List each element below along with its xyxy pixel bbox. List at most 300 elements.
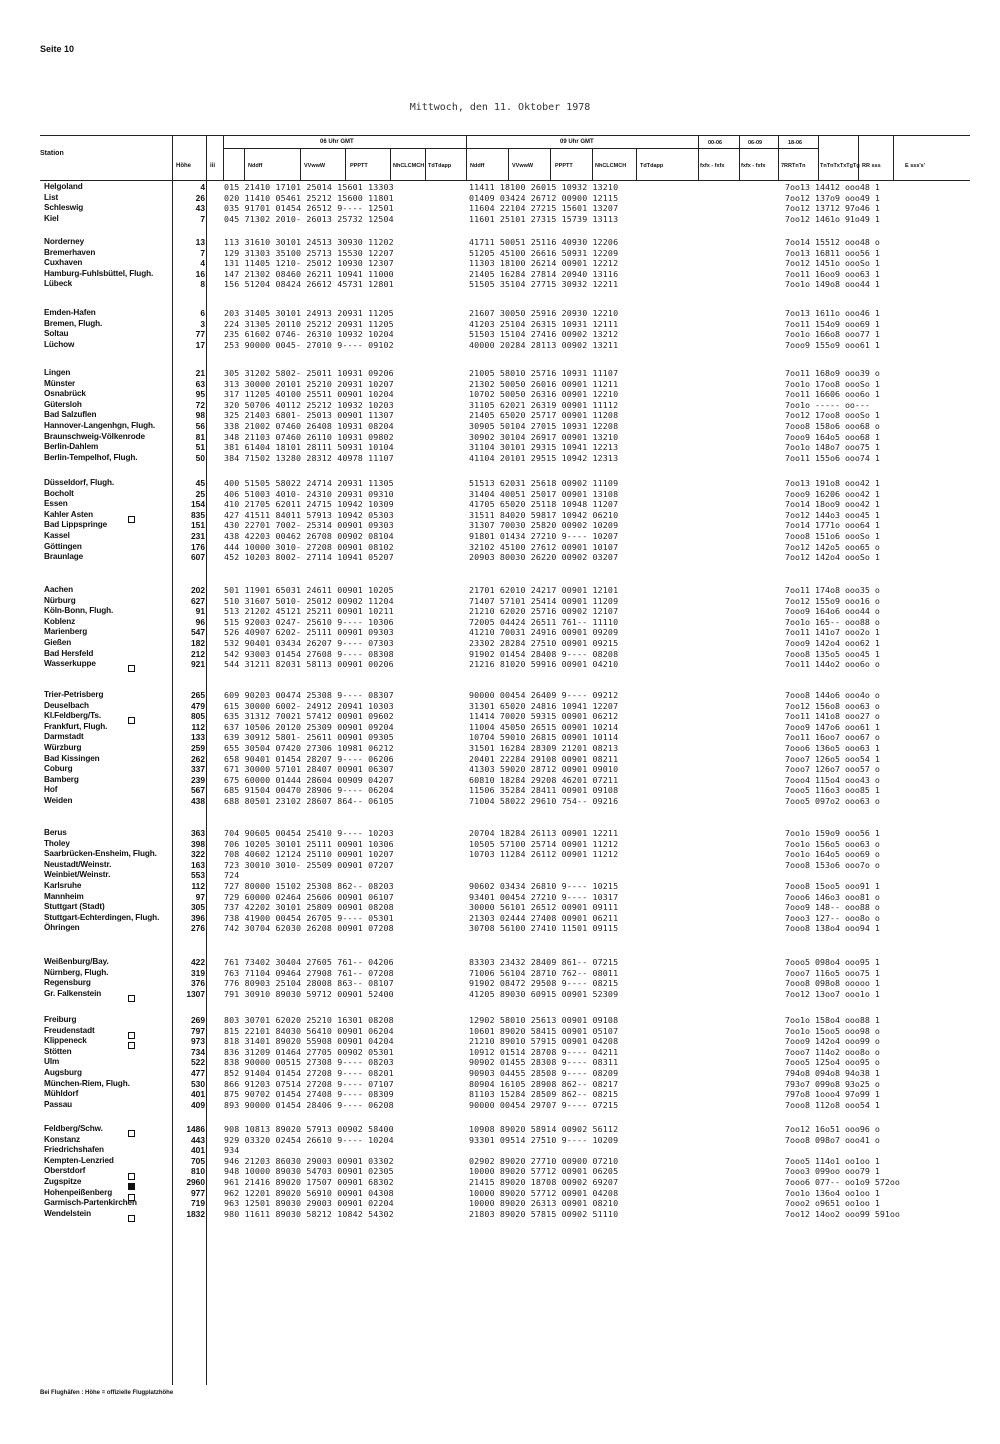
station-height: 13 [195,237,205,247]
obs-06-values: 305 31202 5802- 25011 10931 09206 [224,368,394,378]
station-height: 4 [200,258,205,269]
obs-09-values: 32102 45100 27612 00901 10107 [469,541,619,552]
station-name: Konstanz [44,1134,81,1144]
obs-09-values: 21803 89020 57815 00902 51110 [469,1208,619,1219]
obs-09-values: 31307 70030 25820 00902 10209 [469,520,619,531]
extremes-values: 7oo1o 156o5 ooo63 o [785,838,880,849]
extremes-values: 7oo1o 149o8 ooo44 1 [785,279,880,290]
station-name: Münster [44,378,76,388]
obs-09-values: 30902 30104 26917 00901 13210 [469,431,619,442]
obs-06-values: 532 90401 03434 26207 9---- 07303 [224,638,394,648]
station-name: Bad Kissingen [44,753,100,763]
header-gust-2: fxfx - fxfx [741,163,766,169]
station-height: 719 [191,1198,205,1209]
obs-06-values: 410 21705 62011 24715 10942 10309 [224,499,394,510]
station-name: Aachen [44,585,73,594]
obs-09-values: 21216 81020 59916 00901 04210 [469,659,619,670]
obs-06-values: 156 51204 08424 26612 45731 12801 [224,279,394,290]
obs-06-values: 444 10000 3010- 27208 00901 08102 [224,541,394,552]
obs-09-values: 31301 65020 24816 10941 12207 [469,700,619,711]
extremes-values: 7ooo5 097o2 ooo63 o [785,796,880,806]
obs-06-values: 427 41511 84011 57913 10942 05303 [224,509,394,520]
station-name: Friedrichshafen [44,1145,104,1155]
obs-06-values: 020 11410 05461 25212 15600 11801 [224,192,394,203]
station-name: Emden-Hafen [44,308,96,317]
station-name: Frankfurt, Flugh. [44,721,108,731]
station-name: Helgoland [44,182,83,191]
station-name: Soltau [44,329,69,339]
station-height: 8 [200,279,205,290]
station-height: 176 [191,541,205,552]
obs-09-values: 41303 59020 28712 00901 09010 [469,764,619,775]
station-height: 96 [195,616,205,627]
extremes-values: 7oo1o 15oo5 ooo98 o [785,1025,880,1036]
station-name: Bremerhaven [44,247,96,257]
obs-09-values: 21405 16284 27814 20940 13116 [469,268,619,279]
obs-09-values: 40000 20284 28113 00902 13211 [469,339,619,350]
obs-09-values: 10703 11284 26112 00901 11212 [469,849,619,860]
header-09-clouds: NhCLCMCH [595,163,627,169]
obs-09-values: 93401 00454 27210 9---- 10317 [469,891,619,902]
station-name: Weißenburg/Bay. [44,957,109,966]
obs-09-values: 30905 50104 27015 10931 12208 [469,421,619,431]
extremes-values: 7oo12 142o4 oooSo 1 [785,552,880,563]
extremes-values: 7ooo3 099oo ooo79 1 [785,1166,880,1177]
station-name: Lingen [44,368,71,377]
obs-09-values: 11411 18100 26015 10932 13210 [469,182,619,192]
station-height: 734 [191,1046,205,1057]
obs-09-values: 11414 70020 59315 00901 06212 [469,711,619,722]
extremes-values: 7ooo8 144o6 ooo4o o [785,690,880,700]
station-height: 16 [195,268,205,279]
obs-06-values: 526 40907 6202- 25111 00901 09303 [224,627,394,638]
date-title: Mittwoch, den 11. Oktober 1978 [409,102,591,113]
col-divider [244,148,245,180]
obs-09-values: 23302 28284 27510 00901 09215 [469,638,619,648]
station-name: Marienberg [44,627,88,637]
extremes-values: 7oo1o 148o7 ooo75 1 [785,442,880,453]
obs-06-values: 875 90702 01454 27408 9---- 08309 [224,1089,394,1100]
extremes-values: 7oo11 154o9 ooo69 1 [785,318,880,329]
obs-06-values: 045 71302 2010- 26013 25732 12504 [224,213,394,224]
extremes-values: 7ooo9 142o4 ooo62 1 [785,638,880,648]
obs-09-values: 10702 50050 26316 00901 12210 [469,389,619,400]
station-height: 112 [191,721,205,732]
obs-09-values: 91801 01434 27210 9---- 10207 [469,531,619,541]
station-name: Mannheim [44,891,84,901]
obs-06-values: 515 92003 0247- 25610 9---- 10306 [224,616,394,627]
station-height: 396 [191,912,205,923]
mountain-station-marker [128,990,135,1008]
station-height: 705 [191,1155,205,1166]
extremes-values: 7oo12 1461o 91o49 1 [785,213,880,224]
square-marker-icon [128,995,135,1002]
obs-06-values: 727 80000 15102 25308 862-- 08203 [224,881,394,891]
station-height: 98 [195,410,205,421]
obs-06-values: 609 90203 00474 25308 9---- 08307 [224,690,394,700]
header-hoehe: Höhe [176,163,191,169]
extremes-values: 7oo11 141o8 ooo27 o [785,711,880,722]
station-name: Bad Salzuflen [44,410,97,420]
station-name: Gießen [44,638,72,647]
obs-06-values: 513 21202 45121 25211 00901 10211 [224,606,394,617]
extremes-values: 7oo13 16811 ooo56 1 [785,247,880,258]
station-height: 921 [191,659,205,670]
station-height: 337 [191,764,205,775]
station-height: 1486 [186,1124,205,1134]
extremes-values: 7ooo5 098o4 ooo95 1 [785,957,880,967]
obs-09-values: 41104 20101 29515 10942 12313 [469,452,619,463]
station-height: 43 [195,203,205,214]
obs-06-values: 384 71502 13280 28312 40978 11107 [224,452,394,463]
header-06-vvwww: VVwwW [304,163,326,169]
station-name: Köln-Bonn, Flugh. [44,606,114,616]
station-name: Freudenstadt [44,1025,95,1035]
obs-06-values: 761 73402 30404 27605 761-- 04206 [224,957,394,967]
obs-06-values: 655 30504 07420 27306 10981 06212 [224,743,394,753]
station-name: Bad Hersfeld [44,648,94,658]
station-name: Passau [44,1099,73,1109]
extremes-values: 7ooo8 158o6 ooo68 o [785,421,880,431]
extremes-values: 7ooo6 077-- oo1o9 572oo [785,1177,900,1187]
station-name: Berus [44,828,67,837]
station-height: 276 [191,923,205,934]
obs-09-values: 80904 16105 28908 862-- 08217 [469,1078,619,1089]
extremes-values: 7ooo2 o9651 oo1oo 1 [785,1198,880,1209]
obs-06-values: 763 71104 09464 27908 761-- 07208 [224,967,394,978]
station-name: Nürburg [44,595,76,605]
header-06-dewpoint: TdTdapp [428,163,452,169]
header-top-rule [40,135,970,136]
obs-06-values: 129 31303 35100 25713 15530 12207 [224,247,394,258]
col-divider [466,135,467,180]
extremes-values: 7oo1o 159o9 ooo56 1 [785,828,880,838]
square-marker-icon [128,1215,135,1222]
station-height: 607 [191,552,205,563]
obs-09-values: 90000 00454 26409 9---- 09212 [469,690,619,700]
obs-06-values: 776 80903 25104 28008 863-- 08107 [224,978,394,989]
obs-09-values: 10505 57100 25714 00901 11212 [469,838,619,849]
header-09-dewpoint: TdTdapp [640,163,664,169]
obs-06-values: 320 50706 40112 25212 10932 10203 [224,399,394,410]
obs-06-values: 742 30704 62030 26208 00901 07208 [224,923,394,934]
extremes-values: 7ooo6 146o3 ooo81 o [785,891,880,902]
obs-09-values: 31511 84020 59817 10942 06210 [469,509,619,520]
station-name: Weinbiet/Weinstr. [44,870,111,880]
station-name: Mühldorf [44,1089,79,1099]
station-height: 409 [191,1099,205,1110]
station-name: Würzburg [44,743,82,752]
station-height: 835 [191,509,205,520]
station-name: München-Riem, Flugh. [44,1078,130,1088]
station-height: 51 [195,442,205,453]
extremes-values: 7ooo9 148-- ooo88 o [785,902,880,913]
obs-09-values: 71407 57101 25414 00901 11209 [469,595,619,606]
extremes-values: 7oo11 174o8 ooo35 o [785,585,880,595]
obs-09-values: 20704 18284 26113 00901 12211 [469,828,619,838]
extremes-values: 7oo11 144o2 ooo6o o [785,659,880,670]
header-bottom-rule [40,180,970,181]
extremes-values: 793o7 099o8 93o25 o [785,1078,880,1089]
station-name: Freiburg [44,1015,77,1024]
station-height: 547 [191,627,205,638]
obs-09-values: 11506 35284 28411 00901 09108 [469,785,619,796]
extremes-values: 7oo11 16606 ooo6o 1 [785,389,880,400]
station-height: 269 [191,1015,205,1025]
station-name: Essen [44,499,68,509]
extremes-values: 7ooo7 114o2 ooo8o o [785,1046,880,1057]
extremes-values: 7oo1o 17oo8 oooSo 1 [785,378,880,389]
obs-06-values: 729 60000 02464 25606 00901 06107 [224,891,394,902]
obs-09-values: 90902 01455 28308 9---- 08311 [469,1057,619,1068]
station-name: Gütersloh [44,399,82,409]
extremes-values: 7oo12 16o51 ooo96 o [785,1124,880,1134]
station-height: 151 [191,520,205,531]
extremes-values: 7ooo9 164o6 ooo44 o [785,606,880,617]
extremes-values: 7oo12 14oo2 ooo99 591oo [785,1208,900,1219]
obs-06-values: 706 10205 30101 25111 00901 10306 [224,838,394,849]
station-height: 133 [191,732,205,743]
obs-09-values: 02902 89020 27710 00900 07210 [469,1155,619,1166]
obs-09-values: 41203 25104 26315 10931 12111 [469,318,619,329]
obs-06-values: 015 21410 17101 25014 15601 13303 [224,182,394,192]
station-name: Norderney [44,237,85,246]
station-height: 627 [191,595,205,606]
obs-09-values: 21303 02444 27408 00901 06211 [469,912,619,923]
obs-06-values: 962 12201 89020 56910 00901 04308 [224,1187,394,1198]
obs-06-values: 338 21002 07460 26408 10931 08204 [224,421,394,431]
obs-06-values: 724 [224,870,240,881]
extremes-values: 7ooo7 126o7 ooo57 o [785,764,880,775]
obs-06-values: 635 31312 70021 57412 00901 09602 [224,711,394,722]
station-name: Wendelstein [44,1208,91,1218]
obs-06-values: 708 40602 12124 25110 00901 10207 [224,849,394,860]
col-divider [300,148,301,180]
station-height: 319 [191,967,205,978]
station-name: Göttingen [44,541,82,551]
station-height: 422 [191,957,205,967]
obs-09-values: 21701 62010 24217 00901 12101 [469,585,619,595]
station-height: 239 [191,774,205,785]
obs-06-values: 893 90000 01454 28406 9---- 06208 [224,1099,394,1110]
obs-06-values: 704 90605 00454 25410 9---- 10203 [224,828,394,838]
obs-06-values: 658 90401 01454 28207 9---- 06206 [224,753,394,764]
station-height: 72 [195,399,205,410]
station-name: Zugspitze [44,1177,82,1186]
obs-09-values: 12902 58010 25613 00901 09108 [469,1015,619,1025]
obs-09-values: 51503 15104 27416 00902 13212 [469,329,619,340]
extremes-values: 7oo14 1771o ooo64 1 [785,520,880,531]
station-name: Hannover-Langenhgn, Flugh. [44,421,156,430]
col-divider [739,135,740,180]
station-height: 91 [195,606,205,617]
obs-09-values: 01409 03424 26712 00900 12115 [469,192,619,203]
header-iii: iii [210,163,216,169]
extremes-values: 7oo13 191o8 ooo42 1 [785,478,880,488]
station-name: Bremen, Flugh. [44,318,103,328]
extremes-values: 7oo12 13712 97o46 1 [785,203,880,214]
header-09-nddff: Nddff [470,163,485,169]
extremes-values: 7ooo5 114o1 oo1oo 1 [785,1155,880,1166]
station-height: 6 [200,308,205,318]
obs-06-values: 908 10813 89020 57913 00902 58400 [224,1124,394,1134]
station-height: 7 [200,247,205,258]
station-height: 376 [191,978,205,989]
col-divider [858,135,859,180]
station-name: Trier-Petrisberg [44,690,104,699]
obs-06-values: 113 31610 30101 24513 30930 11202 [224,237,394,247]
obs-09-values: 10908 89020 58914 00902 56112 [469,1124,619,1134]
extremes-values: 7oo14 15512 ooo48 o [785,237,880,247]
extremes-values: 7ooo9 155o9 ooo61 1 [785,339,880,350]
col-divider [592,148,593,180]
extremes-values: 794o8 094o8 94o38 1 [785,1068,880,1078]
obs-06-values: 639 30912 5801- 25611 00901 09305 [224,732,394,743]
station-height: 477 [191,1068,205,1078]
obs-06-values: 147 21302 08460 26211 10941 11000 [224,268,394,279]
obs-09-values: 21405 65020 25717 00901 11208 [469,410,619,421]
header-range-06-09: 06-09 [748,140,763,146]
extremes-values: 7ooo7 116o5 ooo75 1 [785,967,880,978]
extremes-values: 7ooo8 112o8 ooo54 1 [785,1099,880,1110]
header-06-clouds: NhCLCMCH [393,163,425,169]
station-height: 7 [200,213,205,224]
square-marker-icon [128,717,135,724]
extremes-values: 7ooo8 098o8 ooooo 1 [785,978,880,989]
extremes-values: 7oo12 13oo7 ooo1o 1 [785,988,880,999]
station-name: Koblenz [44,616,76,626]
extremes-values: 7ooo4 115o4 ooo43 o [785,774,880,785]
station-name: Feldberg/Schw. [44,1124,103,1133]
station-name: Kempten-Lenzried [44,1155,114,1165]
extremes-values: 7oo11 155o6 ooo74 1 [785,452,880,463]
obs-09-values: 21607 30050 25916 20930 12210 [469,308,619,318]
extremes-values: 7oo12 1451o oooSo 1 [785,258,880,269]
station-name: Kahler Asten [44,509,94,519]
obs-09-values: 31501 16284 28309 21201 08213 [469,743,619,753]
station-name: Cuxhaven [44,258,83,268]
col-divider [425,148,426,180]
station-height: 63 [195,378,205,389]
station-height: 259 [191,743,205,753]
col-divider [206,135,207,1385]
extremes-values: 7oo11 16oo9 ooo63 1 [785,268,880,279]
station-height: 1307 [186,988,205,999]
station-name: Augsburg [44,1068,82,1077]
station-height: 2960 [186,1177,205,1187]
station-name: Nürnberg, Flugh. [44,967,109,977]
extremes-values: 7oo11 141o7 ooo2o 1 [785,627,880,638]
station-height: 3 [200,318,205,329]
extremes-values: 7oo12 156o8 ooo63 o [785,700,880,711]
obs-06-values: 946 21203 86030 29003 00901 03302 [224,1155,394,1166]
obs-06-values: 452 10203 8002- 27114 10941 05207 [224,552,394,563]
obs-06-values: 313 30000 20101 25210 20931 10207 [224,378,394,389]
extremes-values: 7oo12 142o5 ooo65 o [785,541,880,552]
station-height: 401 [191,1089,205,1100]
obs-06-values: 980 11611 89030 58212 10842 54302 [224,1208,394,1219]
col-divider [778,135,779,180]
header-range-18-06: 18-06 [788,140,803,146]
station-height: 797 [191,1025,205,1036]
col-divider [818,135,819,180]
obs-09-values: 51205 45100 26616 50931 12209 [469,247,619,258]
station-name: Braunlage [44,552,84,562]
obs-06-values: 803 30701 62020 25210 16301 08208 [224,1015,394,1025]
station-name: Öhringen [44,923,80,933]
mountain-station-marker [128,1037,135,1055]
station-name: Wasserkuppe [44,659,96,669]
extremes-values: 7oo1o ----- oo--- [785,399,870,410]
obs-09-values: 31104 30101 29315 10941 12213 [469,442,619,453]
station-height: 265 [191,690,205,700]
obs-06-values: 035 91701 01454 26512 9---- 12501 [224,203,394,214]
col-divider [345,148,346,180]
obs-06-values: 963 12501 89030 29003 00901 02204 [224,1198,394,1209]
station-name: Garmisch-Partenkirchen [44,1198,137,1208]
station-name: Ulm [44,1057,60,1067]
extremes-values: 7ooo5 116o3 ooo85 1 [785,785,880,796]
obs-09-values: 10912 01514 28708 9---- 04211 [469,1046,619,1057]
station-height: 25 [195,488,205,499]
obs-09-values: 11004 45050 26515 00901 10214 [469,721,619,732]
obs-09-values: 11303 18100 26214 00901 12212 [469,258,619,269]
obs-06-values: 253 90000 0045- 27010 9---- 09102 [224,339,394,350]
obs-09-values: 71004 58022 29610 754-- 09216 [469,796,619,806]
col-divider [698,135,699,180]
obs-09-values: 72005 04424 26511 761-- 11110 [469,616,619,627]
header-gust-1: fxfx - fxfx [700,163,725,169]
obs-09-values: 10000 89020 57712 00901 04208 [469,1187,619,1198]
extremes-values: 7ooo8 135o5 ooo45 1 [785,648,880,659]
extremes-values: 7ooo8 151o6 oooSo 1 [785,531,880,541]
station-name: Lübeck [44,279,73,289]
station-name: Berlin-Tempelhof, Flugh. [44,452,138,462]
station-name: Hohenpeißenberg [44,1187,113,1197]
station-height: 567 [191,785,205,796]
mountain-station-marker [128,511,135,529]
extremes-values: 7ooo8 138o4 ooo94 1 [785,923,880,934]
obs-09-values: 41210 70031 24916 00901 09209 [469,627,619,638]
station-height: 530 [191,1078,205,1089]
header-mid-rule [223,148,698,149]
header-precip: 7RRTnTn [781,163,806,169]
station-height: 363 [191,828,205,838]
obs-09-values: 30708 56100 27410 11501 09115 [469,923,619,934]
extremes-values: 7oo11 16oo7 ooo67 o [785,732,880,743]
station-height: 322 [191,849,205,860]
station-name: Lüchow [44,339,75,349]
station-height: 805 [191,711,205,722]
station-height: 95 [195,389,205,400]
square-marker-icon [128,665,135,672]
station-height: 163 [191,859,205,870]
extremes-values: 7ooo5 125o4 ooo95 o [785,1057,880,1068]
header-mid-rule-right [698,148,818,149]
station-height: 112 [191,881,205,891]
obs-09-values: 83303 23432 28409 861-- 07215 [469,957,619,967]
extremes-values: 7oo1o 158o4 ooo88 1 [785,1015,880,1025]
station-height: 522 [191,1057,205,1068]
extremes-values: 7oo12 137o9 ooo49 1 [785,192,880,203]
station-name: Gr. Falkenstein [44,988,102,998]
header-09-vvwww: VVwwW [512,163,534,169]
extremes-values: 7oo1o 165-- ooo88 o [785,616,880,627]
station-name: Karlsruhe [44,881,82,890]
station-name: Düsseldorf, Flugh. [44,478,115,487]
station-name: Regensburg [44,978,91,988]
extremes-values: 7oo12 155o9 ooo16 o [785,595,880,606]
